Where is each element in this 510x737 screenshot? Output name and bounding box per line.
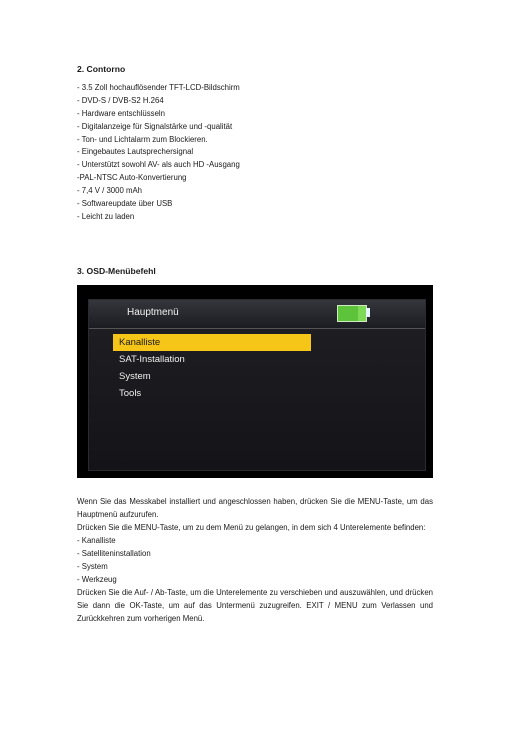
- section-2-title: 2. Contorno: [77, 64, 126, 74]
- osd-header: [89, 300, 425, 329]
- battery-icon: [337, 305, 367, 322]
- osd-screenshot: [77, 285, 433, 478]
- submenu-list-item: - System: [77, 561, 108, 571]
- paragraph-3: Drücken Sie die Auf- / Ab-Taste, um die Unterelemente zu verschieben und auszuwählen, und drücken Sie dann die OK-Taste, um auf das Untermenü zuzugreifen. EXIT / MENU zum Verlassen und Zurückkehren zum vorherigen Menü.: [77, 588, 433, 623]
- feature-item: - 7,4 V / 3000 mAh: [77, 186, 143, 196]
- feature-item: - 3.5 Zoll hochauflösender TFT-LCD-Bildschirm: [77, 83, 240, 92]
- submenu-list-item: - Werkzeug: [77, 574, 117, 584]
- battery-fill: [338, 306, 358, 321]
- feature-item: - Leicht zu laden: [77, 211, 135, 221]
- feature-item: - Eingebautes Lautsprechersignal: [77, 147, 194, 157]
- battery-tip-icon: [366, 308, 370, 317]
- section-3-title: 3. OSD-Menübefehl: [77, 266, 156, 276]
- feature-item: - DVD-S / DVB-S2 H.264: [77, 95, 164, 105]
- osd-menu-item-tools[interactable]: Tools: [119, 388, 142, 399]
- feature-item: - Ton- und Lichtalarm zum Blockieren.: [77, 134, 208, 144]
- feature-item: - Unterstützt sowohl AV- als auch HD -Ausgang: [77, 160, 240, 170]
- feature-list: [77, 82, 240, 224]
- feature-item: - Digitalanzeige für Signalstärke und -qualität: [77, 121, 233, 131]
- osd-menu-item-kanalliste[interactable]: Kanalliste: [113, 334, 311, 351]
- osd-menu-item-system[interactable]: System: [119, 371, 151, 382]
- osd-menu: [113, 334, 311, 402]
- feature-item: - Hardware entschlüsseln: [77, 108, 165, 118]
- submenu-list: [77, 535, 151, 587]
- submenu-list-item: - Kanalliste: [77, 536, 116, 545]
- feature-item: -PAL-NTSC Auto-Konvertierung: [77, 173, 187, 183]
- paragraph-1: Wenn Sie das Messkabel installiert und angeschlossen haben, drücken Sie die MENU-Taste, um das Hauptmenü aufzurufen.: [77, 497, 433, 519]
- feature-item: - Softwareupdate über USB: [77, 199, 173, 209]
- osd-menu-item-sat-installation[interactable]: SAT-Installation: [119, 354, 185, 365]
- paragraph-2: Drücken Sie die MENU-Taste, um zu dem Menü zu gelangen, in dem sich 4 Unterelemente befinden:: [77, 523, 426, 532]
- submenu-list-item: - Satelliteninstallation: [77, 548, 151, 558]
- osd-window: [88, 299, 426, 471]
- osd-title: Hauptmenü: [127, 307, 179, 318]
